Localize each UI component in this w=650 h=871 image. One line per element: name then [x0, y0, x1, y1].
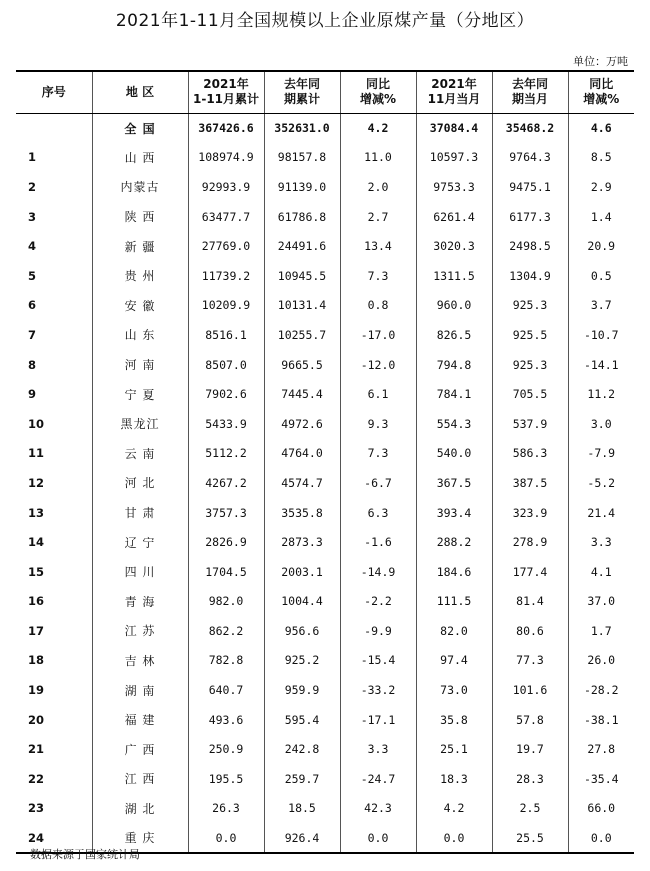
seq-cell: 16 — [28, 594, 45, 609]
month-2021-cell: 784.1 — [416, 379, 492, 409]
month-yoy-cell: -14.1 — [568, 350, 634, 380]
month-prev-cell: 278.9 — [492, 527, 568, 557]
header-row — [16, 71, 634, 113]
ytd-yoy-cell: 0.0 — [340, 823, 416, 853]
ytd-2021-cell: 367426.6 — [188, 113, 264, 143]
seq-cell: 10 — [28, 416, 45, 431]
table-row — [16, 764, 634, 794]
seq-cell: 6 — [28, 298, 37, 313]
ytd-yoy-cell: -9.9 — [340, 616, 416, 646]
ytd-2021-cell: 26.3 — [188, 794, 264, 824]
seq-cell: 19 — [28, 683, 45, 698]
ytd-prev-cell: 3535.8 — [264, 498, 340, 528]
month-2021-cell: 1311.5 — [416, 261, 492, 291]
ytd-2021-cell: 11739.2 — [188, 261, 264, 291]
region-cell: 湖 南 — [92, 675, 188, 705]
region-cell: 新 疆 — [92, 231, 188, 261]
ytd-yoy-cell: 9.3 — [340, 409, 416, 439]
ytd-prev-cell: 242.8 — [264, 734, 340, 764]
month-2021-cell: 18.3 — [416, 764, 492, 794]
month-prev-cell: 1304.9 — [492, 261, 568, 291]
ytd-prev-cell: 2003.1 — [264, 557, 340, 587]
region-cell: 山 东 — [92, 320, 188, 350]
ytd-2021-cell: 640.7 — [188, 675, 264, 705]
ytd-2021-cell: 0.0 — [188, 823, 264, 853]
ytd-yoy-cell: -12.0 — [340, 350, 416, 380]
month-2021-cell: 82.0 — [416, 616, 492, 646]
seq-cell: 3 — [28, 209, 37, 224]
table-row — [16, 468, 634, 498]
ytd-yoy-cell: -17.0 — [340, 320, 416, 350]
ytd-yoy-cell: -24.7 — [340, 764, 416, 794]
month-prev-cell: 925.3 — [492, 291, 568, 321]
seq-cell: 23 — [28, 801, 45, 816]
month-yoy-cell: -7.9 — [568, 439, 634, 469]
ytd-yoy-cell: 3.3 — [340, 734, 416, 764]
month-yoy-cell: 2.9 — [568, 172, 634, 202]
region-cell: 四 川 — [92, 557, 188, 587]
seq-cell: 21 — [28, 742, 45, 757]
month-2021-cell: 6261.4 — [416, 202, 492, 232]
ytd-yoy-cell: 6.1 — [340, 379, 416, 409]
ytd-prev-cell: 24491.6 — [264, 231, 340, 261]
month-yoy-cell: 0.5 — [568, 261, 634, 291]
table-row — [16, 587, 634, 617]
region-cell: 山 西 — [92, 143, 188, 173]
month-prev-cell: 925.5 — [492, 320, 568, 350]
month-prev-cell: 9475.1 — [492, 172, 568, 202]
seq-cell: 9 — [28, 387, 37, 402]
region-cell: 吉 林 — [92, 646, 188, 676]
ytd-prev-cell: 10255.7 — [264, 320, 340, 350]
month-yoy-cell: -5.2 — [568, 468, 634, 498]
ytd-prev-cell: 925.2 — [264, 646, 340, 676]
ytd-2021-cell: 3757.3 — [188, 498, 264, 528]
seq-cell: 1 — [28, 150, 37, 165]
header-ytd-2021: 2021年 1-11月累计 — [188, 71, 264, 113]
ytd-2021-cell: 195.5 — [188, 764, 264, 794]
seq-cell: 11 — [28, 446, 45, 461]
seq-cell: 4 — [28, 239, 37, 254]
seq-cell: 7 — [28, 327, 37, 342]
region-cell: 贵 州 — [92, 261, 188, 291]
ytd-prev-cell: 98157.8 — [264, 143, 340, 173]
month-yoy-cell: 21.4 — [568, 498, 634, 528]
month-yoy-cell: 4.1 — [568, 557, 634, 587]
month-yoy-cell: 3.7 — [568, 291, 634, 321]
ytd-yoy-cell: -2.2 — [340, 587, 416, 617]
month-prev-cell: 19.7 — [492, 734, 568, 764]
ytd-2021-cell: 108974.9 — [188, 143, 264, 173]
month-2021-cell: 393.4 — [416, 498, 492, 528]
month-yoy-cell: 3.0 — [568, 409, 634, 439]
ytd-2021-cell: 250.9 — [188, 734, 264, 764]
header-ytd-prev: 去年同 期累计 — [264, 71, 340, 113]
ytd-2021-cell: 493.6 — [188, 705, 264, 735]
seq-cell: 17 — [28, 623, 45, 638]
seq-cell: 15 — [28, 564, 45, 579]
ytd-yoy-cell: 42.3 — [340, 794, 416, 824]
month-yoy-cell: -10.7 — [568, 320, 634, 350]
region-cell: 湖 北 — [92, 794, 188, 824]
month-yoy-cell: 0.0 — [568, 823, 634, 853]
month-2021-cell: 184.6 — [416, 557, 492, 587]
month-2021-cell: 10597.3 — [416, 143, 492, 173]
month-yoy-cell: 1.7 — [568, 616, 634, 646]
month-prev-cell: 6177.3 — [492, 202, 568, 232]
ytd-yoy-cell: -6.7 — [340, 468, 416, 498]
region-cell: 宁 夏 — [92, 379, 188, 409]
month-yoy-cell: -38.1 — [568, 705, 634, 735]
region-cell: 陕 西 — [92, 202, 188, 232]
month-prev-cell: 705.5 — [492, 379, 568, 409]
month-2021-cell: 73.0 — [416, 675, 492, 705]
table-row — [16, 527, 634, 557]
month-prev-cell: 387.5 — [492, 468, 568, 498]
month-2021-cell: 794.8 — [416, 350, 492, 380]
region-cell: 江 西 — [92, 764, 188, 794]
month-yoy-cell: 27.8 — [568, 734, 634, 764]
ytd-prev-cell: 959.9 — [264, 675, 340, 705]
month-yoy-cell: 26.0 — [568, 646, 634, 676]
seq-cell: 24 — [16, 823, 92, 853]
month-yoy-cell: 1.4 — [568, 202, 634, 232]
ytd-prev-cell: 7445.4 — [264, 379, 340, 409]
month-2021-cell: 554.3 — [416, 409, 492, 439]
region-cell: 安 徽 — [92, 291, 188, 321]
month-2021-cell: 960.0 — [416, 291, 492, 321]
seq-cell: 18 — [28, 653, 45, 668]
month-prev-cell: 35468.2 — [492, 113, 568, 143]
ytd-yoy-cell: 7.3 — [340, 261, 416, 291]
ytd-prev-cell: 61786.8 — [264, 202, 340, 232]
region-cell: 广 西 — [92, 734, 188, 764]
month-2021-cell: 540.0 — [416, 439, 492, 469]
table-row — [16, 498, 634, 528]
table-row — [16, 646, 634, 676]
ytd-prev-cell: 4972.6 — [264, 409, 340, 439]
table-row — [16, 202, 634, 232]
ytd-prev-cell: 2873.3 — [264, 527, 340, 557]
ytd-prev-cell: 4764.0 — [264, 439, 340, 469]
seq-cell — [16, 113, 92, 143]
header-seq: 序号 — [16, 71, 92, 113]
month-2021-cell: 3020.3 — [416, 231, 492, 261]
month-yoy-cell: -28.2 — [568, 675, 634, 705]
ytd-yoy-cell: -17.1 — [340, 705, 416, 735]
ytd-2021-cell: 10209.9 — [188, 291, 264, 321]
ytd-2021-cell: 92993.9 — [188, 172, 264, 202]
ytd-prev-cell: 352631.0 — [264, 113, 340, 143]
month-2021-cell: 111.5 — [416, 587, 492, 617]
region-cell: 甘 肃 — [92, 498, 188, 528]
table-row — [16, 734, 634, 764]
region-cell: 重 庆 — [92, 823, 188, 853]
region-cell: 青 海 — [92, 587, 188, 617]
month-prev-cell: 177.4 — [492, 557, 568, 587]
month-prev-cell: 81.4 — [492, 587, 568, 617]
ytd-2021-cell: 782.8 — [188, 646, 264, 676]
page-title: 2021年1-11月全国规模以上企业原煤产量（分地区） — [115, 11, 535, 31]
month-prev-cell: 28.3 — [492, 764, 568, 794]
table-body — [16, 113, 634, 853]
month-2021-cell: 97.4 — [416, 646, 492, 676]
ytd-prev-cell: 595.4 — [264, 705, 340, 735]
ytd-2021-cell: 5433.9 — [188, 409, 264, 439]
ytd-2021-cell: 7902.6 — [188, 379, 264, 409]
ytd-prev-cell: 956.6 — [264, 616, 340, 646]
ytd-yoy-cell: 4.2 — [340, 113, 416, 143]
region-cell: 江 苏 — [92, 616, 188, 646]
month-yoy-cell: 37.0 — [568, 587, 634, 617]
header-region: 地 区 — [92, 71, 188, 113]
month-2021-cell: 25.1 — [416, 734, 492, 764]
ytd-2021-cell: 8507.0 — [188, 350, 264, 380]
month-yoy-cell: 11.2 — [568, 379, 634, 409]
ytd-yoy-cell: 7.3 — [340, 439, 416, 469]
region-cell: 河 南 — [92, 350, 188, 380]
ytd-2021-cell: 862.2 — [188, 616, 264, 646]
header-ytd-yoy: 同比 增减% — [340, 71, 416, 113]
month-prev-cell: 925.3 — [492, 350, 568, 380]
ytd-yoy-cell: -14.9 — [340, 557, 416, 587]
month-prev-cell: 57.8 — [492, 705, 568, 735]
ytd-2021-cell: 63477.7 — [188, 202, 264, 232]
ytd-yoy-cell: 0.8 — [340, 291, 416, 321]
ytd-prev-cell: 10131.4 — [264, 291, 340, 321]
ytd-2021-cell: 27769.0 — [188, 231, 264, 261]
month-yoy-cell: 4.6 — [568, 113, 634, 143]
month-2021-cell: 0.0 — [416, 823, 492, 853]
table-row — [16, 143, 634, 173]
table-row — [16, 379, 634, 409]
seq-cell: 20 — [28, 712, 45, 727]
month-prev-cell: 101.6 — [492, 675, 568, 705]
ytd-2021-cell: 8516.1 — [188, 320, 264, 350]
table-row — [16, 231, 634, 261]
month-2021-cell: 288.2 — [416, 527, 492, 557]
ytd-prev-cell: 4574.7 — [264, 468, 340, 498]
month-prev-cell: 586.3 — [492, 439, 568, 469]
seq-cell: 5 — [28, 268, 37, 283]
month-prev-cell: 2.5 — [492, 794, 568, 824]
month-prev-cell: 2498.5 — [492, 231, 568, 261]
ytd-2021-cell: 4267.2 — [188, 468, 264, 498]
table-row — [16, 320, 634, 350]
ytd-yoy-cell: -1.6 — [340, 527, 416, 557]
seq-cell: 14 — [28, 535, 45, 550]
table-row — [16, 794, 634, 824]
month-2021-cell: 9753.3 — [416, 172, 492, 202]
seq-cell: 13 — [28, 505, 45, 520]
region-cell: 黑龙江 — [92, 409, 188, 439]
header-month-2021: 2021年 11月当月 — [416, 71, 492, 113]
table-row — [16, 616, 634, 646]
region-cell: 辽 宁 — [92, 527, 188, 557]
region-cell: 全 国 — [92, 113, 188, 143]
ytd-2021-cell: 5112.2 — [188, 439, 264, 469]
month-yoy-cell: -35.4 — [568, 764, 634, 794]
ytd-2021-cell: 2826.9 — [188, 527, 264, 557]
ytd-yoy-cell: 6.3 — [340, 498, 416, 528]
header-month-prev: 去年同 期当月 — [492, 71, 568, 113]
table-row — [16, 172, 634, 202]
unit-label: 单位：万吨 — [573, 55, 628, 68]
ytd-prev-cell: 91139.0 — [264, 172, 340, 202]
region-cell: 河 北 — [92, 468, 188, 498]
month-prev-cell: 323.9 — [492, 498, 568, 528]
seq-cell: 12 — [28, 475, 45, 490]
source-note: 数据来源于国家统计局 — [30, 848, 140, 861]
ytd-2021-cell: 982.0 — [188, 587, 264, 617]
month-prev-cell: 80.6 — [492, 616, 568, 646]
month-2021-cell: 37084.4 — [416, 113, 492, 143]
ytd-prev-cell: 9665.5 — [264, 350, 340, 380]
table-row — [16, 675, 634, 705]
seq-cell: 22 — [28, 771, 45, 786]
seq-cell: 2 — [28, 179, 37, 194]
month-2021-cell: 35.8 — [416, 705, 492, 735]
table-row — [16, 261, 634, 291]
table-row — [16, 705, 634, 735]
table-row — [16, 557, 634, 587]
month-yoy-cell: 3.3 — [568, 527, 634, 557]
region-cell: 内蒙古 — [92, 172, 188, 202]
ytd-prev-cell: 1004.4 — [264, 587, 340, 617]
month-prev-cell: 537.9 — [492, 409, 568, 439]
ytd-2021-cell: 1704.5 — [188, 557, 264, 587]
month-2021-cell: 4.2 — [416, 794, 492, 824]
ytd-yoy-cell: -15.4 — [340, 646, 416, 676]
table-row — [16, 439, 634, 469]
month-yoy-cell: 20.9 — [568, 231, 634, 261]
month-yoy-cell: 66.0 — [568, 794, 634, 824]
ytd-yoy-cell: 11.0 — [340, 143, 416, 173]
month-2021-cell: 826.5 — [416, 320, 492, 350]
coal-production-table — [16, 70, 634, 854]
month-yoy-cell: 8.5 — [568, 143, 634, 173]
month-prev-cell: 9764.3 — [492, 143, 568, 173]
ytd-yoy-cell: 13.4 — [340, 231, 416, 261]
table-row — [16, 350, 634, 380]
header-month-yoy: 同比 增减% — [568, 71, 634, 113]
ytd-prev-cell: 10945.5 — [264, 261, 340, 291]
ytd-yoy-cell: 2.0 — [340, 172, 416, 202]
table-row — [16, 409, 634, 439]
ytd-yoy-cell: 2.7 — [340, 202, 416, 232]
month-prev-cell: 25.5 — [492, 823, 568, 853]
table-row-total — [16, 113, 634, 143]
region-cell: 云 南 — [92, 439, 188, 469]
table-row — [16, 291, 634, 321]
ytd-yoy-cell: -33.2 — [340, 675, 416, 705]
month-prev-cell: 77.3 — [492, 646, 568, 676]
month-2021-cell: 367.5 — [416, 468, 492, 498]
ytd-prev-cell: 259.7 — [264, 764, 340, 794]
ytd-prev-cell: 18.5 — [264, 794, 340, 824]
ytd-prev-cell: 926.4 — [264, 823, 340, 853]
region-cell: 福 建 — [92, 705, 188, 735]
seq-cell: 8 — [28, 357, 37, 372]
